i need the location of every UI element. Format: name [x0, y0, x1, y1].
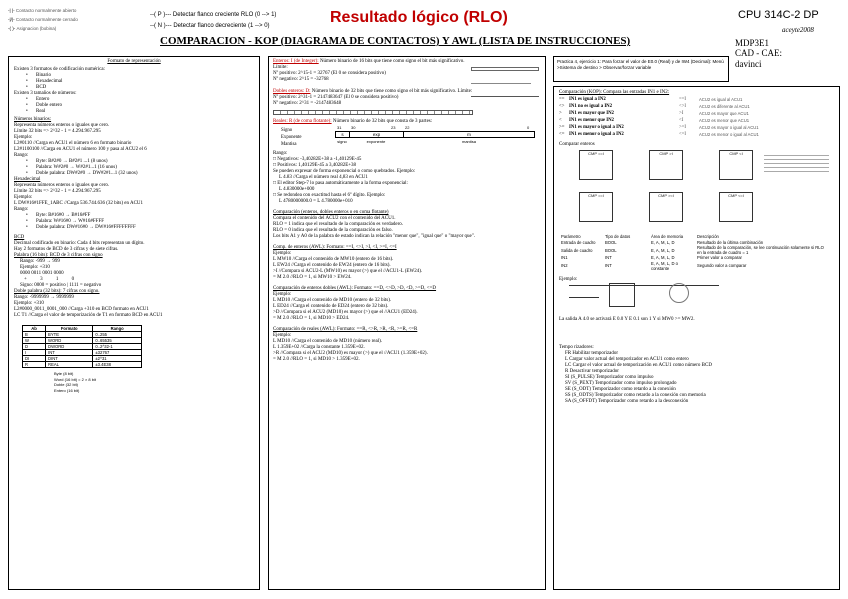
kop-title: Comparación (KOP): Compara las entradas IN1 e IN2: — [559, 90, 670, 95]
text-line: + 3 1 0 — [24, 277, 75, 282]
binary-lines — [14, 123, 254, 159]
table-header: Descripción — [697, 234, 719, 240]
table-cell: IN2 — [561, 263, 568, 268]
hex-range — [14, 213, 254, 231]
ladder-rail — [569, 285, 719, 286]
list-item: LC Cargar el valor actual de temporización en ACU1 como número BCD — [565, 362, 712, 368]
table-cell: 0..2^32-1 — [93, 344, 142, 350]
kop-op: <= — [559, 132, 565, 137]
list-item: • Doble entero — [14, 103, 254, 109]
text-line: L2#1100100 //Carga en ACU1 el número 100 y pasa al ACU2 el 6 — [14, 147, 147, 152]
int-title: Enteros: I (de Integer): — [273, 59, 319, 64]
list-item: • Binario — [14, 73, 254, 79]
text-line: L 4780000000.0 = L 4.780000e+010 — [279, 199, 353, 204]
text-line: Nº positivo: 2^15-1 = 32767 (El 0 se considera positivo) — [273, 71, 386, 76]
text-line: Ejemplo: +310 — [20, 265, 50, 270]
text-line: Rango: — [14, 153, 29, 158]
real-parts — [281, 127, 302, 148]
text-line: >I //Compara si ACU2-L (MW10) es mayor (>) que el //ACU1-L (EW24). — [273, 269, 423, 274]
data-types-table — [22, 325, 142, 368]
text-line: Ejemplo: — [14, 195, 33, 200]
bit-label: 0 — [527, 125, 530, 130]
text-line: □ El editor Step-7 lo pasa automáticamente a la forma exponencial: — [273, 181, 408, 186]
contact-no-symbol: -| |- — [8, 8, 15, 13]
table-cell: BOOL — [605, 239, 617, 245]
awl-dint-title: Comparación de enteros dobles (AWL): Formato: ==D, <>D, >D, <D, >=D, <=D — [273, 286, 437, 291]
awl-dint-section — [273, 286, 541, 322]
kop-desc: IN1 es mayor o igual a IN2 — [569, 125, 624, 130]
cmp-box-label: CMP <I — [729, 151, 743, 156]
legend-text: Asignacion (bobina) — [16, 26, 57, 31]
kop-row — [559, 103, 834, 110]
text-line: Los bits A1 y A0 de la palabra de estado indican la relación "menor que", "igual que" o "mayor que". — [273, 234, 476, 239]
kop-desc: IN1 es mayor que IN2 — [569, 111, 614, 116]
cmp-box — [579, 192, 613, 222]
real-part: Signo — [281, 128, 293, 133]
table-cell: E, A, M, L, D o constante — [651, 260, 678, 271]
table-cell: IN1 — [561, 255, 568, 261]
kop-desc: IN1 es igual a IN2 — [569, 97, 606, 102]
cmp-box-label: CMP <=I — [728, 193, 744, 198]
text-line: Límite: — [273, 65, 288, 70]
table-cell: REAL — [46, 362, 93, 368]
text-line: L DW#16#1FFE_1ABC //Carga 536.744.636 (32 bits) en ACU1 — [14, 201, 144, 206]
text-line: Hay 2 formatos de BCD de 3 cifras y de siete cifras. — [14, 247, 119, 252]
text-line: □ Negativos: -3,40282E+38 a -1,40129E-45 — [273, 157, 362, 162]
compare-int-title: Comparar enteros — [559, 142, 595, 147]
decorative-lines — [764, 152, 829, 172]
cmp-box — [649, 150, 683, 180]
int-desc: Número binario de 16 bits que tiene como signo el bit más significativo. — [319, 59, 465, 64]
list-item: • Real — [14, 109, 254, 115]
text-line: = M 2.0 //RLO = 1, si MD10 > ED24. — [273, 316, 350, 321]
table-cell: Entrada de cuadro — [561, 239, 596, 245]
table-cell: BOOL — [605, 247, 617, 253]
kop-res: ACU2 es menor o igual al ACU1 — [699, 132, 759, 137]
timers-title: Tempo rizadores: — [559, 344, 594, 350]
text-line: Rango: -9999999 → 9999999 — [14, 295, 74, 300]
timers-list — [559, 351, 834, 405]
ladder-coil — [669, 283, 689, 303]
table-cell: I — [23, 350, 46, 356]
kop-awl: <=I — [679, 132, 687, 137]
kop-row — [559, 117, 834, 124]
real-desc: Número binario de 32 bits que consta de 3 partes: — [332, 119, 433, 124]
text-line: L 1.359E+02 //Carga la constante 1.359E+02. — [273, 345, 365, 350]
field-name: signo — [337, 139, 347, 144]
table-header: Tipo de datos — [605, 234, 631, 240]
list-item: • Doble palabra: DW#16#0 → DW#16#FFFFFFFF — [14, 225, 254, 231]
field-exp: exp — [350, 132, 404, 137]
real-part: Mantisa — [281, 142, 297, 147]
table-cell: INT — [46, 350, 93, 356]
list-item: • BCD — [14, 85, 254, 91]
kop-res: ACU2 es mayor que ACU1 — [699, 111, 749, 116]
text-line: L2#0110 //Carga en ACU1 el número 6 en formato binario — [14, 141, 132, 146]
kop-awl: >=I — [679, 125, 687, 130]
table-header: Formato — [46, 326, 93, 332]
text-line: Rango: — [273, 151, 288, 156]
text-line: Representa números enteros o iguales que cero. — [14, 183, 110, 188]
text-line: Signo: 0000 = positivo | 1111 = negativo — [20, 283, 102, 288]
text-line: L MD10 //Carga el contenido de MD10 (entero de 32 bits). — [273, 298, 392, 303]
column-types — [268, 56, 546, 590]
intro-text: Existen 3 formatos de codificación numérica: — [14, 67, 105, 72]
kop-row — [559, 131, 834, 138]
field-name: mantisa — [461, 139, 476, 144]
table-cell: Resultado de la comparación, se lee continuación solamente si RLO en la entrada de cuadro = 1 — [697, 245, 824, 255]
table-cell: DI — [23, 356, 46, 362]
flank-positive: --( P )--- Detectar flanco creciente RLO (0 --> 1) — [150, 12, 277, 18]
kop-row — [559, 110, 834, 117]
kop-op: == — [559, 97, 565, 102]
table-cell: INT — [605, 263, 612, 268]
list-item: R Desactivar temporizador — [565, 368, 619, 374]
table-header: Ab — [23, 326, 46, 332]
kop-op: > — [559, 111, 562, 116]
awl-real-title: Comparación de reales (AWL): Formato: ==R, <>R, >R, <R, >=R, <=R — [273, 327, 418, 332]
text-line: Byte (8 bit) — [54, 371, 74, 376]
text-line: □ Se redondea con exactitud hasta el 6º dígito. Ejemplo: — [273, 193, 386, 198]
practice-note — [553, 56, 729, 82]
list-item: FR Habilitar temporizador — [565, 350, 619, 356]
example-text: La salida A 4.0 se activará E 0.0 Y E 0.1 son 1 Y si MW0 >= MW2. — [559, 316, 695, 322]
cmp-box-label: CMP >I — [659, 151, 673, 156]
diagram-line — [471, 83, 531, 84]
ladder-rail — [569, 297, 599, 298]
dint-bit-bar — [273, 110, 473, 115]
real-layout — [273, 125, 541, 151]
list-item: • Palabra: W#16#0 → W#16#FFFF — [14, 219, 254, 225]
bcd-lines — [14, 241, 254, 319]
text-line: Representa números enteros o iguales que cero. — [14, 123, 110, 128]
legend-text: Contacto normalmente cerrado — [15, 17, 78, 22]
kop-res: ACU2 es mayor o igual al ACU1 — [699, 125, 759, 130]
hex-title: Hexadecimal — [14, 177, 41, 182]
sizes-list — [14, 97, 254, 115]
kop-row — [559, 96, 834, 103]
practice-text: Practica 4, ejercicio 1: Para forzar el valor de E0.0 (Real) y de IW4 (Decimal): Menú >Sistema de destino > Observar/forzar variable — [557, 59, 724, 70]
kop-res: ACU2 es menor que ACU1 — [699, 118, 750, 123]
list-item: • Doble palabra: DW#2#0 → DW#2#1...1 (32 unos) — [14, 171, 254, 177]
text-line: L MW10 //Carga el contenido de MW10 (entero de 16 bits). — [273, 257, 394, 262]
hex-lines — [14, 183, 254, 213]
sizes-intro: Existen 3 tamaños de números: — [14, 91, 77, 96]
course-label: MDP3E1 — [735, 38, 770, 48]
section-title: Formato de representación — [107, 59, 161, 64]
real-field-names — [335, 139, 535, 144]
table-cell: ±32767 — [93, 350, 142, 356]
dint-desc: Número binario de 32 bits que tiene como signo el bit más significativo. Límite: — [311, 89, 473, 94]
cmp-box-label: CMP ==I — [588, 151, 604, 156]
kop-rows — [559, 96, 834, 138]
list-item: SI (S_PULSE) Temporizador como impulso — [565, 374, 654, 380]
table-cell: INT — [605, 255, 612, 261]
list-item: SV (S_PEXT) Temporizador como impulso prolongado — [565, 380, 677, 386]
field-sign: s — [336, 132, 350, 137]
text-line: Compara el contenido del ACU2 con el contenido del ACU1. — [273, 216, 396, 221]
table-cell: Segundo valor a comparar — [697, 263, 747, 268]
kop-desc: IN1 es menor que IN2 — [569, 118, 614, 123]
cad-label: CAD - CAE: — [735, 48, 782, 58]
list-item: SS (S_ODTS) Temporizador como retardo a la conexión con memoria — [565, 392, 706, 398]
text-line: Doble (32 bit) — [54, 382, 79, 387]
cmp-box — [719, 192, 753, 222]
list-item: • Entero — [14, 97, 254, 103]
bit-label: 31 — [337, 125, 342, 130]
table-cell: W — [23, 338, 46, 344]
table-cell: Primer valor a comparar — [697, 255, 742, 261]
coil-symbol: -( )- — [8, 26, 16, 31]
text-line: LC T1 //Carga el valor de temporización de T1 en formato BCD en ACU1 — [14, 313, 163, 318]
ladder-cmp-box — [609, 283, 635, 307]
text-line: Se pueden expresar de forma exponencial o como quebrados. Ejemplo: — [273, 169, 416, 174]
text-line: 0000 0011 0001 0000 — [20, 271, 64, 276]
awl-int-section — [273, 245, 541, 281]
text-line: Nº negativo: 2^15 = -32768 — [273, 77, 329, 82]
cmp-box — [649, 192, 683, 222]
flank-negative: --( N )--- Detectar flanco decreciente (1 --> 0) — [150, 23, 270, 29]
text-line: Doble palabra (32 bits): 7 cifras con signo. — [14, 289, 100, 294]
example-diagram — [559, 283, 834, 313]
text-line: = M 2.0 //RLO = 1, si MW10 > EW24. — [273, 275, 352, 280]
text-line: □ Positivos: 1,40129E-45 a 3,40282E+38 — [273, 163, 357, 168]
dint-title: Dobles enteros: D: — [273, 89, 311, 94]
table-header: Parámetro — [561, 234, 581, 240]
table-cell: ±3.4E38 — [93, 362, 142, 368]
awl-real-section — [273, 327, 541, 363]
table-header: Área de memoria — [651, 234, 684, 240]
text-line: Ejemplo: — [14, 135, 33, 140]
text-line: L EW24 //Carga el contenido de EW24 (entero de 16 bits). — [273, 263, 391, 268]
compare-section — [273, 210, 541, 240]
bcd-title: BCD — [14, 235, 25, 240]
list-item: L Cargar valor actual del temporizador en ACU1 como entero — [565, 356, 689, 362]
cpu-label: CPU 314C-2 DP — [738, 9, 819, 21]
cmp-boxes-grid — [559, 148, 834, 230]
real-part: Exponente — [281, 135, 302, 140]
table-header: Rango — [93, 326, 142, 332]
table-cell: 0..255 — [93, 332, 142, 338]
formats-list — [14, 73, 254, 91]
binary-title: Números binarios: — [14, 117, 52, 122]
text-line: Palabra (16 bits): BCD de 3 cifras con signo — [14, 253, 103, 258]
text-line: Ejemplo: — [273, 251, 292, 256]
text-line: Decimal codificado en binario: Cada 4 bits representan un dígito. — [14, 241, 145, 246]
contact-nc-symbol: -|/|- — [8, 17, 15, 22]
text-line: = M 2.0 //RLO = 1, si MD10 > 1.359E+02. — [273, 357, 360, 362]
list-item: SA (S_OFFDT) Temporizador como retardo a la desconexión — [565, 398, 689, 404]
kop-awl: ==I — [679, 97, 687, 102]
bit-label: 22 — [405, 125, 410, 130]
kop-op: < — [559, 118, 562, 123]
kop-row — [559, 124, 834, 131]
legend-text: Contacto normalmente abierto — [15, 8, 77, 13]
cmp-box-label: CMP ==I — [588, 193, 604, 198]
table-cell: 0..65535 — [93, 338, 142, 344]
header-legend — [8, 6, 138, 33]
bit-label: 30 — [351, 125, 356, 130]
text-line: Ejemplo: — [273, 292, 292, 297]
field-name: exponente — [366, 139, 386, 144]
kop-awl: <I — [679, 118, 684, 123]
text-line: Ejemplo: +310 — [14, 301, 44, 306]
int-section — [273, 59, 478, 83]
list-item: • Hexadecimal — [14, 79, 254, 85]
int-diagram — [471, 63, 539, 97]
table-cell: ±2^31 — [93, 356, 142, 362]
kop-desc: IN1 es menor o igual a IN2 — [569, 132, 624, 137]
table-cell: E, A, M, L, D — [651, 239, 675, 245]
binary-range — [14, 159, 254, 177]
table-cell: B — [23, 332, 46, 338]
table-cell: BYTE — [46, 332, 93, 338]
list-item: • Byte: B#2#0 → B#2#1 ...1 (8 unos) — [14, 159, 254, 165]
cmp-box — [719, 150, 753, 180]
text-line: Word (16 bit) = 2 × 8 bit — [54, 376, 96, 382]
text-line: >D //Compara si el ACU2 (MD10) es mayor (>) que el //ACU1 (ED24). — [273, 310, 418, 315]
text-line: >R //Compara si el ACU2 (MD10) es mayor (>) que el //ACU1 (1.359E+02). — [273, 351, 428, 356]
page-subtitle: COMPARACION - KOP (DIAGRAMA DE CONTACTOS) Y AWL (LISTA DE INSTRUCCIONES) — [160, 35, 631, 47]
real-field-box — [335, 131, 535, 138]
text-line: Rango: — [14, 207, 29, 212]
table-cell: E, A, M, L, D — [651, 247, 675, 253]
kop-op: <> — [559, 104, 565, 109]
text-line: L MD10 //Carga el contenido de MD10 (número real). — [273, 339, 382, 344]
field-mantissa: m — [467, 132, 471, 137]
list-item: • Palabra: W#2#0 → W#2#1...1 (16 unos) — [14, 165, 254, 171]
example-label: Ejemplo: — [559, 276, 578, 282]
kop-op: >= — [559, 125, 565, 130]
list-item: • Byte: B#16#0 → B#16#FF — [14, 213, 254, 219]
text-line: Rango: -999 → 999 — [20, 259, 60, 264]
table-cell: DWORD — [46, 344, 93, 350]
footer-notes — [54, 371, 254, 393]
text-line: RLO = 0 indica que el resultado de la comparación es falso. — [273, 228, 393, 233]
table-cell: E, A, M, L, D — [651, 255, 675, 261]
cmp-box — [579, 150, 613, 180]
bit-label: 23 — [391, 125, 396, 130]
text-line: L2#0000_0011_0001_000 //Carga +310 en BCD formato en ACU1 — [14, 307, 149, 312]
text-line: Ejemplo: — [273, 333, 292, 338]
real-title: Reales: R (de coma flotante): — [273, 119, 332, 124]
kop-res: ACU2 es igual al ACU1 — [699, 97, 743, 102]
table-row — [23, 362, 142, 368]
table-cell: Salida de cuadro — [561, 247, 593, 253]
list-item: SE (S_ODT) Temporizador como retardo a la conexión — [565, 386, 676, 392]
text-line: L 4.83 //Carga el número real 4,83 en ACU1 — [279, 175, 368, 180]
params-table — [559, 234, 831, 271]
author-name: davinci — [735, 59, 762, 69]
table-cell: D — [23, 344, 46, 350]
text-line: RLO = 1 indica que el resultado de la comparación es verdadero. — [273, 222, 403, 227]
table-cell: Resultado de la última combinación — [697, 239, 764, 245]
cmp-box-label: CMP >=I — [658, 193, 674, 198]
column-format — [8, 56, 260, 590]
table-cell: R — [23, 362, 46, 368]
text-line: L ED24 //Carga el contenido de ED24 (entero de 32 bits). — [273, 304, 389, 309]
kop-desc: IN1 no es igual a IN2 — [569, 104, 613, 109]
text-line: L 4.830000e+000 — [279, 187, 315, 192]
table-cell: WORD — [46, 338, 93, 344]
compare-title: Comparación (enteros, dobles enteros o en coma flotante) — [273, 210, 389, 215]
awl-int-title: Comp. de enteros (AWL): Formato: ==I, <>I, >I, <I, >=I, <=I — [273, 245, 397, 250]
table-row — [559, 261, 831, 271]
table-cell: DINT — [46, 356, 93, 362]
column-kop — [553, 86, 840, 590]
text-line: Límite 32 bits => 2^32 - 1 = 4.294.967.295 — [14, 189, 101, 194]
dint-section — [273, 89, 493, 115]
text-line: Nº negativo: 2^31 = -2147483648 — [273, 101, 342, 106]
text-line: Límite 32 bits => 2^32 - 1 = 4.294.967.295 — [14, 129, 101, 134]
text-line: Entero (16 bit) — [54, 387, 80, 393]
page-title: Resultado lógico (RLO) — [330, 9, 508, 26]
author-handle: aceyte2008 — [782, 26, 814, 34]
text-line: Nº positivo: 2^31-1 = 2147483647 (El 0 se considera positivo) — [273, 95, 399, 100]
flank-info — [150, 10, 320, 32]
kop-res: ACU2 es diferente al ACU1 — [699, 104, 750, 109]
table-row — [559, 245, 831, 255]
real-lines — [273, 151, 541, 205]
kop-awl: >I — [679, 111, 684, 116]
kop-awl: <>I — [679, 104, 687, 109]
